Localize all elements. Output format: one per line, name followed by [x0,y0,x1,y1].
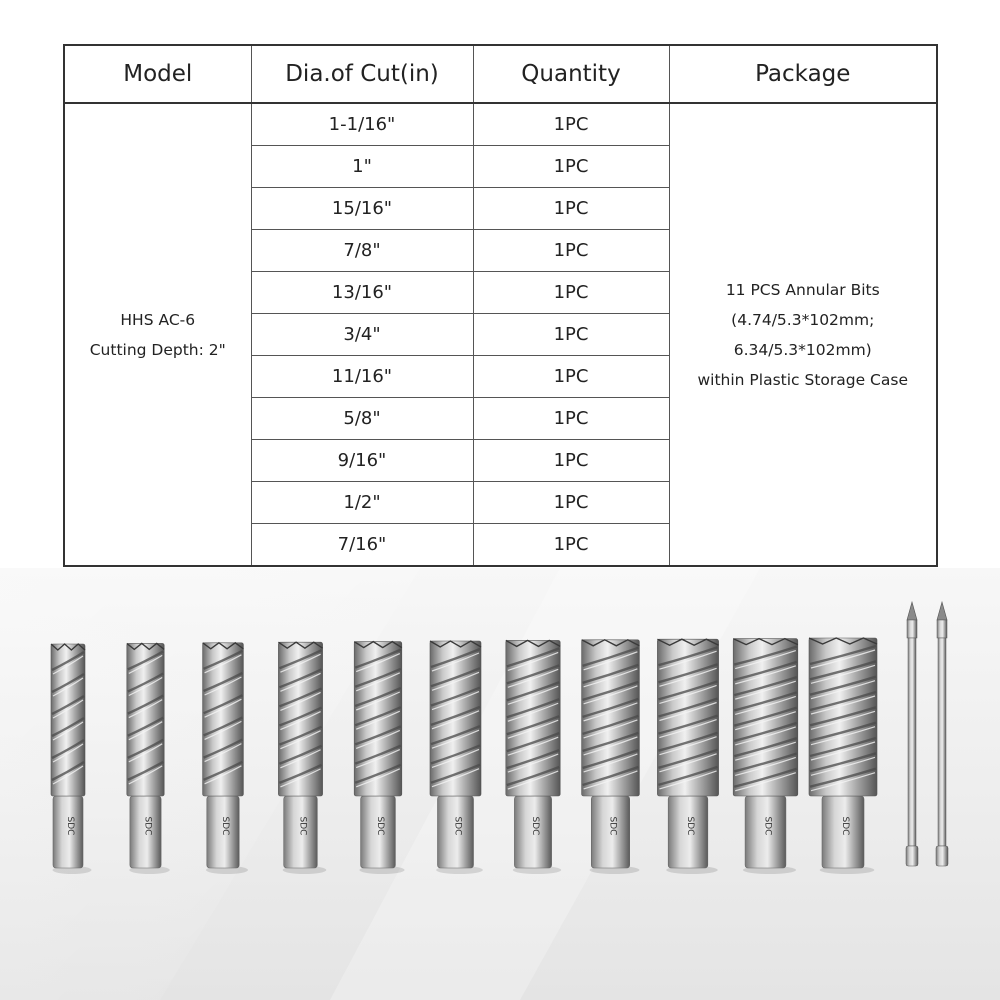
quantity-cell: 1PC [473,440,669,482]
brand-mark: SDC [530,816,540,836]
model-cell [64,103,251,566]
quantity-cell: 1PC [473,398,669,440]
dia-cell: 11/16" [251,356,473,398]
pilot-pin [906,602,918,866]
quantity-cell: 1PC [473,230,669,272]
brand-mark: SDC [452,816,463,836]
dia-cell: 7/8" [251,230,473,272]
quantity-cell: 1PC [473,272,669,314]
quantity-cell: 1PC [473,482,669,524]
quantity-cell: 1PC [473,146,669,188]
quantity-cell: 1PC [473,356,669,398]
header-package: Package [669,45,937,103]
package-line: 6.34/5.3*102mm) [733,340,872,359]
package-line: 11 PCS Annular Bits [725,280,880,299]
brand-mark: SDC [607,816,618,836]
annular-cutter [354,642,404,874]
dia-cell: 9/16" [251,440,473,482]
quantity-cell: 1PC [473,188,669,230]
brand-mark: SDC [65,816,75,836]
header-model: Model [64,45,251,103]
quantity-cell: 1PC [473,524,669,567]
package-cell [669,103,937,566]
dia-cell: 5/8" [251,398,473,440]
pilot-pin [936,602,948,866]
brand-mark: SDC [220,816,230,836]
header-dia: Dia.of Cut(in) [251,45,473,103]
annular-cutter [733,639,798,874]
package-line: (4.74/5.3*102mm; [731,310,875,329]
quantity-cell: 1PC [473,103,669,146]
dia-cell: 1-1/16" [251,103,473,146]
package-line: within Plastic Storage Case [697,370,908,389]
annular-cutter [278,642,326,874]
header-quantity: Quantity [473,45,669,103]
spec-table [63,44,938,567]
brand-mark: SDC [840,816,850,836]
model-line: HHS AC-6 [120,310,196,329]
dia-cell: 13/16" [251,272,473,314]
header-row [64,45,937,103]
model-line: Cutting Depth: 2" [89,340,226,359]
brand-mark: SDC [375,816,385,836]
annular-bits-illustration [0,568,1000,1000]
brand-mark: SDC [762,816,773,836]
brand-mark: SDC [297,816,308,836]
dia-cell: 1" [251,146,473,188]
table-row [64,103,937,146]
annular-cutter [809,638,877,874]
dia-cell: 3/4" [251,314,473,356]
dia-cell: 7/16" [251,524,473,567]
dia-cell: 15/16" [251,188,473,230]
annular-cutter [657,639,718,874]
dia-cell: 1/2" [251,482,473,524]
quantity-cell: 1PC [473,314,669,356]
brand-mark: SDC [142,816,153,836]
product-photo [0,568,1000,1000]
brand-mark: SDC [685,816,695,836]
